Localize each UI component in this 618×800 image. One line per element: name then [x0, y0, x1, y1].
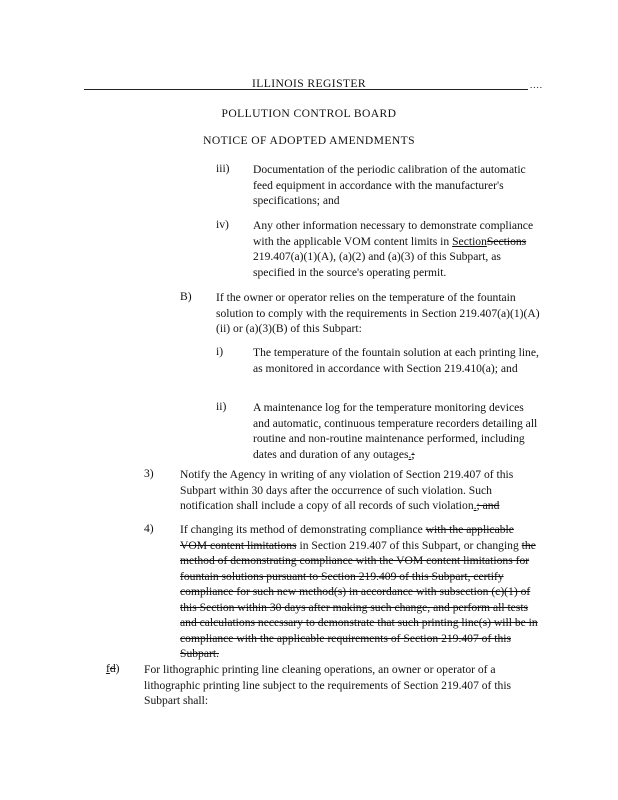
- p3-text: Notify the Agency in writing of any violation of Section 219.407 of this Subpart within 30 days after the occurrence of such violation. Such notification shall include a copy of all records of such violation: [180, 468, 514, 512]
- section-d-text: For lithographic printing line cleaning operations, an owner or operator of a lithographic printing line subject to the requirements of Section 219.407 of this Subpart shall:: [144, 663, 512, 707]
- ii-inserted: .: [408, 447, 412, 461]
- header-rule: [84, 89, 528, 90]
- ii-deleted: ;: [411, 447, 415, 461]
- item-iii-label: iii): [216, 162, 230, 175]
- para-3-text: [180, 467, 543, 514]
- iv-inserted: Section: [452, 234, 487, 248]
- item-iii-text: Documentation of the periodic calibration of the automatic feed equipment in accordance with the manufacturer's specifications; and: [253, 163, 526, 207]
- item-ii-text: [253, 400, 543, 462]
- d-label-inserted: f: [106, 662, 110, 675]
- para-4-text: [180, 522, 543, 662]
- register-title: ILLINOIS REGISTER: [251, 77, 367, 90]
- header-trail: ....: [530, 80, 543, 90]
- d-label-paren: ): [115, 662, 120, 675]
- p4-text-b: in Section 219.407 of this Subpart, or changing: [296, 538, 522, 552]
- item-i-text: The temperature of the fountain solution at each printing line, as monitored in accordance with Section 219.410(a); and: [253, 346, 539, 375]
- p3-inserted: .: [473, 499, 477, 512]
- p4-text-a: If changing its method of demonstrating compliance: [180, 523, 426, 536]
- section-d-label: [106, 662, 120, 675]
- notice-title: NOTICE OF ADOPTED AMENDMENTS: [203, 134, 415, 147]
- p4-deleted-2: the method of demonstrating compliance with the VOM content limitations for fountain solutions pursuant to Section 219.409 of this Subpart, certify compliance for such new method(s) in accordance with subsection (c)(1) of this Section within 30 days after making such change, and perform all tests and calculations necessary to demonstrate that such printing line(s) will be in compliance with the applicable requirements of Section 219.407 of this Subpart.: [180, 538, 538, 660]
- item-iv-label: iv): [216, 218, 229, 231]
- item-B-text: If the owner or operator relies on the temperature of the fountain solution to comply with the requirements in Section 219.407(a)(1)(A)(ii) or (a)(3)(B) of this Subpart:: [216, 291, 540, 335]
- iv-deleted: Sections: [486, 234, 527, 248]
- p4-deleted-1: with the applicable VOM content limitations: [180, 523, 514, 552]
- item-iv-text: [253, 218, 543, 280]
- para-4-label: 4): [144, 522, 154, 535]
- para-3-label: 3): [144, 467, 154, 480]
- d-label-deleted: d: [109, 662, 116, 675]
- iv-text-a: Any other information necessary to demonstrate compliance with the applicable VOM content limits in: [253, 219, 534, 248]
- item-ii-label: ii): [216, 400, 227, 413]
- p3-deleted: ; and: [476, 499, 500, 512]
- board-title: POLLUTION CONTROL BOARD: [221, 107, 397, 120]
- item-B-label: B): [180, 290, 192, 303]
- item-i-label: i): [216, 345, 224, 358]
- ii-text: A maintenance log for the temperature monitoring devices and automatic, continuous temperature recorders detailing all routine and non-routine maintenance performed, including dates and duration of any outages: [253, 401, 538, 461]
- iv-text-b: 219.407(a)(1)(A), (a)(2) and (a)(3) of this Subpart, as specified in the source's operating permit.: [253, 250, 501, 279]
